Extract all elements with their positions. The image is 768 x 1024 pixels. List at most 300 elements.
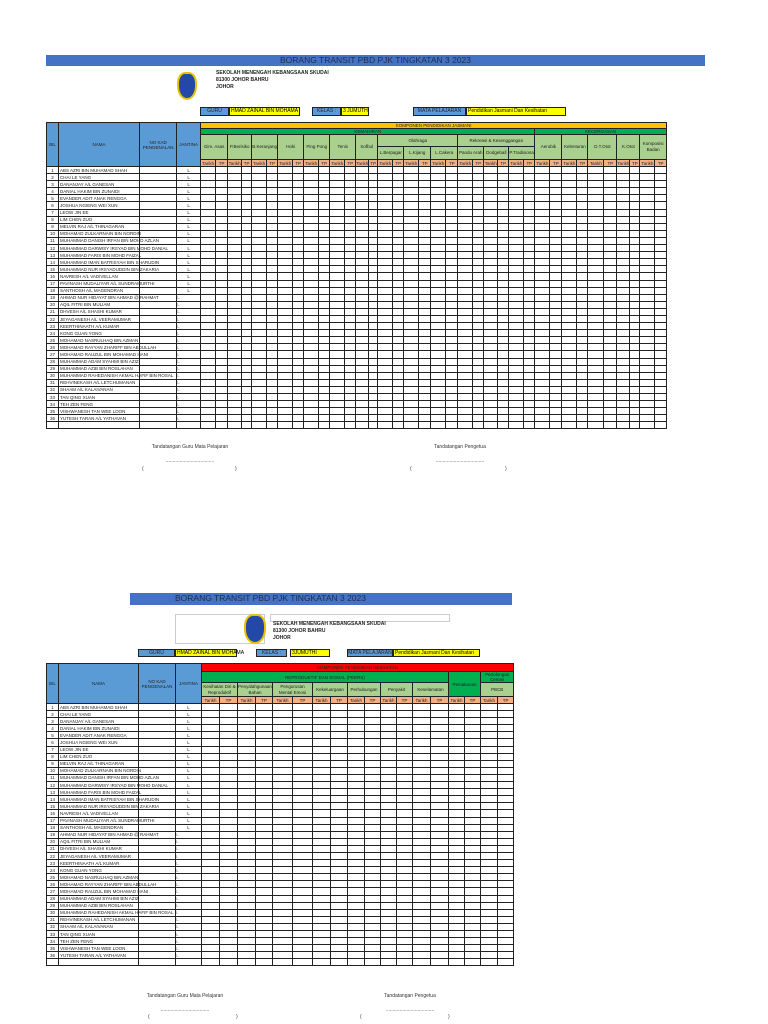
- date-cell[interactable]: [378, 209, 393, 216]
- date-cell[interactable]: [252, 330, 267, 337]
- tp-cell[interactable]: [365, 746, 381, 753]
- tp-cell[interactable]: [369, 358, 378, 365]
- date-cell[interactable]: [378, 202, 393, 209]
- tp-cell[interactable]: [331, 725, 348, 732]
- tp-cell[interactable]: [630, 259, 640, 266]
- date-cell[interactable]: [562, 408, 577, 415]
- date-cell[interactable]: [381, 874, 397, 881]
- date-cell[interactable]: [449, 952, 465, 959]
- tp-cell[interactable]: [267, 245, 278, 252]
- tp-cell[interactable]: [577, 372, 588, 379]
- date-cell[interactable]: [273, 931, 293, 938]
- tp-cell[interactable]: [655, 301, 667, 308]
- date-cell[interactable]: [348, 753, 365, 760]
- date-cell[interactable]: [588, 408, 604, 415]
- tp-cell[interactable]: [550, 315, 562, 322]
- date-cell[interactable]: [304, 379, 319, 386]
- tp-cell[interactable]: [393, 174, 404, 181]
- ic-number-cell[interactable]: [140, 216, 177, 223]
- date-cell[interactable]: [348, 860, 365, 867]
- date-cell[interactable]: [381, 888, 397, 895]
- date-cell[interactable]: [617, 386, 630, 393]
- date-cell[interactable]: [509, 415, 524, 422]
- tp-cell[interactable]: [393, 273, 404, 280]
- empty-cell[interactable]: [446, 422, 458, 429]
- tp-cell[interactable]: [498, 711, 514, 718]
- date-cell[interactable]: [640, 209, 655, 216]
- date-cell[interactable]: [535, 223, 550, 230]
- date-cell[interactable]: [413, 824, 431, 831]
- date-cell[interactable]: [431, 330, 446, 337]
- date-cell[interactable]: [484, 216, 498, 223]
- date-cell[interactable]: [252, 344, 267, 351]
- tp-cell[interactable]: [293, 195, 304, 202]
- tp-cell[interactable]: [345, 408, 356, 415]
- tp-cell[interactable]: [419, 337, 431, 344]
- date-cell[interactable]: [535, 259, 550, 266]
- tp-cell[interactable]: [345, 223, 356, 230]
- date-cell[interactable]: [458, 174, 473, 181]
- date-cell[interactable]: [381, 952, 397, 959]
- tp-cell[interactable]: [365, 874, 381, 881]
- date-cell[interactable]: [202, 767, 220, 774]
- tp-cell[interactable]: [550, 344, 562, 351]
- date-cell[interactable]: [640, 344, 655, 351]
- date-cell[interactable]: [484, 273, 498, 280]
- tp-cell[interactable]: [319, 358, 330, 365]
- date-cell[interactable]: [252, 386, 267, 393]
- tp-cell[interactable]: [293, 323, 304, 330]
- tp-cell[interactable]: [419, 266, 431, 273]
- date-cell[interactable]: [484, 195, 498, 202]
- date-cell[interactable]: [278, 372, 293, 379]
- date-cell[interactable]: [238, 852, 256, 859]
- tp-cell[interactable]: [256, 725, 273, 732]
- tp-cell[interactable]: [465, 739, 481, 746]
- tp-cell[interactable]: [216, 245, 228, 252]
- tp-cell[interactable]: [369, 401, 378, 408]
- date-cell[interactable]: [228, 209, 242, 216]
- date-cell[interactable]: [562, 174, 577, 181]
- tp-cell[interactable]: [319, 344, 330, 351]
- tp-cell[interactable]: [524, 237, 535, 244]
- date-cell[interactable]: [273, 895, 293, 902]
- date-cell[interactable]: [348, 725, 365, 732]
- date-cell[interactable]: [202, 895, 220, 902]
- date-cell[interactable]: [481, 810, 498, 817]
- tp-cell[interactable]: [431, 803, 449, 810]
- tp-cell[interactable]: [393, 394, 404, 401]
- date-cell[interactable]: [562, 237, 577, 244]
- empty-cell[interactable]: [273, 959, 293, 966]
- tp-cell[interactable]: [498, 803, 514, 810]
- date-cell[interactable]: [481, 774, 498, 781]
- tp-cell[interactable]: [630, 351, 640, 358]
- tp-cell[interactable]: [524, 415, 535, 422]
- date-cell[interactable]: [378, 330, 393, 337]
- tp-cell[interactable]: [397, 767, 413, 774]
- tp-cell[interactable]: [319, 252, 330, 259]
- date-cell[interactable]: [640, 259, 655, 266]
- date-cell[interactable]: [509, 230, 524, 237]
- date-cell[interactable]: [509, 408, 524, 415]
- date-cell[interactable]: [484, 252, 498, 259]
- date-cell[interactable]: [330, 351, 345, 358]
- date-cell[interactable]: [252, 202, 267, 209]
- date-cell[interactable]: [481, 824, 498, 831]
- date-cell[interactable]: [481, 867, 498, 874]
- ic-number-cell[interactable]: [139, 952, 176, 959]
- date-cell[interactable]: [304, 372, 319, 379]
- date-cell[interactable]: [378, 344, 393, 351]
- date-cell[interactable]: [228, 230, 242, 237]
- date-cell[interactable]: [378, 181, 393, 188]
- tp-cell[interactable]: [446, 266, 458, 273]
- tp-cell[interactable]: [655, 245, 667, 252]
- tp-cell[interactable]: [267, 344, 278, 351]
- date-cell[interactable]: [617, 401, 630, 408]
- tp-cell[interactable]: [293, 718, 313, 725]
- date-cell[interactable]: [588, 394, 604, 401]
- date-cell[interactable]: [252, 209, 267, 216]
- date-cell[interactable]: [617, 273, 630, 280]
- tp-cell[interactable]: [220, 931, 238, 938]
- date-cell[interactable]: [588, 266, 604, 273]
- tp-cell[interactable]: [498, 860, 514, 867]
- date-cell[interactable]: [449, 704, 465, 711]
- tp-cell[interactable]: [216, 372, 228, 379]
- date-cell[interactable]: [562, 323, 577, 330]
- tp-cell[interactable]: [550, 351, 562, 358]
- tp-cell[interactable]: [242, 202, 252, 209]
- tp-cell[interactable]: [524, 245, 535, 252]
- tp-cell[interactable]: [419, 223, 431, 230]
- date-cell[interactable]: [278, 365, 293, 372]
- tp-cell[interactable]: [577, 365, 588, 372]
- date-cell[interactable]: [238, 895, 256, 902]
- ic-number-cell[interactable]: [139, 760, 176, 767]
- date-cell[interactable]: [228, 259, 242, 266]
- date-cell[interactable]: [458, 195, 473, 202]
- tp-cell[interactable]: [431, 952, 449, 959]
- tp-cell[interactable]: [220, 774, 238, 781]
- date-cell[interactable]: [431, 287, 446, 294]
- tp-cell[interactable]: [369, 323, 378, 330]
- tp-cell[interactable]: [220, 874, 238, 881]
- date-cell[interactable]: [449, 888, 465, 895]
- date-cell[interactable]: [562, 372, 577, 379]
- date-cell[interactable]: [201, 266, 216, 273]
- empty-cell[interactable]: [404, 422, 419, 429]
- tp-cell[interactable]: [256, 746, 273, 753]
- tp-cell[interactable]: [242, 216, 252, 223]
- tp-cell[interactable]: [397, 760, 413, 767]
- tp-cell[interactable]: [655, 216, 667, 223]
- tp-cell[interactable]: [630, 273, 640, 280]
- date-cell[interactable]: [304, 337, 319, 344]
- tp-cell[interactable]: [419, 323, 431, 330]
- date-cell[interactable]: [252, 315, 267, 322]
- date-cell[interactable]: [228, 323, 242, 330]
- tp-cell[interactable]: [256, 704, 273, 711]
- date-cell[interactable]: [304, 167, 319, 174]
- date-cell[interactable]: [484, 379, 498, 386]
- tp-cell[interactable]: [256, 909, 273, 916]
- tp-cell[interactable]: [465, 725, 481, 732]
- tp-cell[interactable]: [397, 824, 413, 831]
- tp-cell[interactable]: [498, 401, 509, 408]
- date-cell[interactable]: [356, 181, 369, 188]
- date-cell[interactable]: [535, 372, 550, 379]
- ic-number-cell[interactable]: [140, 401, 177, 408]
- tp-cell[interactable]: [393, 230, 404, 237]
- tp-cell[interactable]: [345, 245, 356, 252]
- date-cell[interactable]: [381, 824, 397, 831]
- date-cell[interactable]: [535, 294, 550, 301]
- tp-cell[interactable]: [397, 909, 413, 916]
- tp-cell[interactable]: [630, 365, 640, 372]
- tp-cell[interactable]: [365, 767, 381, 774]
- date-cell[interactable]: [481, 945, 498, 952]
- ic-number-cell[interactable]: [140, 386, 177, 393]
- date-cell[interactable]: [378, 315, 393, 322]
- date-cell[interactable]: [458, 386, 473, 393]
- date-cell[interactable]: [431, 195, 446, 202]
- date-cell[interactable]: [458, 365, 473, 372]
- tp-cell[interactable]: [345, 252, 356, 259]
- tp-cell[interactable]: [293, 824, 313, 831]
- date-cell[interactable]: [348, 938, 365, 945]
- date-cell[interactable]: [356, 365, 369, 372]
- date-cell[interactable]: [356, 237, 369, 244]
- tp-cell[interactable]: [256, 831, 273, 838]
- tp-cell[interactable]: [216, 259, 228, 266]
- tp-cell[interactable]: [220, 789, 238, 796]
- tp-cell[interactable]: [369, 330, 378, 337]
- date-cell[interactable]: [252, 167, 267, 174]
- tp-cell[interactable]: [220, 718, 238, 725]
- date-cell[interactable]: [413, 782, 431, 789]
- date-cell[interactable]: [313, 789, 331, 796]
- tp-cell[interactable]: [369, 351, 378, 358]
- tp-cell[interactable]: [319, 415, 330, 422]
- tp-cell[interactable]: [419, 401, 431, 408]
- date-cell[interactable]: [273, 817, 293, 824]
- date-cell[interactable]: [238, 732, 256, 739]
- date-cell[interactable]: [202, 845, 220, 852]
- date-cell[interactable]: [484, 223, 498, 230]
- date-cell[interactable]: [378, 245, 393, 252]
- date-cell[interactable]: [481, 760, 498, 767]
- tp-cell[interactable]: [319, 372, 330, 379]
- date-cell[interactable]: [378, 358, 393, 365]
- tp-cell[interactable]: [498, 945, 514, 952]
- date-cell[interactable]: [252, 273, 267, 280]
- tp-cell[interactable]: [267, 223, 278, 230]
- date-cell[interactable]: [449, 739, 465, 746]
- tp-cell[interactable]: [550, 408, 562, 415]
- tp-cell[interactable]: [419, 308, 431, 315]
- tp-cell[interactable]: [319, 167, 330, 174]
- date-cell[interactable]: [449, 895, 465, 902]
- tp-cell[interactable]: [498, 358, 509, 365]
- date-cell[interactable]: [458, 301, 473, 308]
- tp-cell[interactable]: [630, 337, 640, 344]
- date-cell[interactable]: [449, 789, 465, 796]
- tp-cell[interactable]: [256, 902, 273, 909]
- date-cell[interactable]: [481, 881, 498, 888]
- tp-cell[interactable]: [293, 881, 313, 888]
- tp-cell[interactable]: [293, 379, 304, 386]
- date-cell[interactable]: [330, 202, 345, 209]
- tp-cell[interactable]: [319, 351, 330, 358]
- date-cell[interactable]: [313, 931, 331, 938]
- empty-cell[interactable]: [201, 422, 216, 429]
- date-cell[interactable]: [228, 266, 242, 273]
- tp-cell[interactable]: [393, 287, 404, 294]
- tp-cell[interactable]: [393, 415, 404, 422]
- tp-cell[interactable]: [331, 923, 348, 930]
- tp-cell[interactable]: [473, 237, 484, 244]
- tp-cell[interactable]: [550, 245, 562, 252]
- tp-cell[interactable]: [345, 195, 356, 202]
- date-cell[interactable]: [201, 209, 216, 216]
- date-cell[interactable]: [252, 401, 267, 408]
- date-cell[interactable]: [378, 266, 393, 273]
- empty-cell[interactable]: [577, 422, 588, 429]
- tp-cell[interactable]: [216, 379, 228, 386]
- tp-cell[interactable]: [465, 916, 481, 923]
- date-cell[interactable]: [413, 789, 431, 796]
- tp-cell[interactable]: [473, 315, 484, 322]
- tp-cell[interactable]: [293, 223, 304, 230]
- date-cell[interactable]: [202, 746, 220, 753]
- tp-cell[interactable]: [293, 181, 304, 188]
- date-cell[interactable]: [535, 401, 550, 408]
- date-cell[interactable]: [330, 181, 345, 188]
- date-cell[interactable]: [484, 181, 498, 188]
- tp-cell[interactable]: [473, 252, 484, 259]
- date-cell[interactable]: [201, 415, 216, 422]
- date-cell[interactable]: [617, 344, 630, 351]
- tp-cell[interactable]: [498, 753, 514, 760]
- tp-cell[interactable]: [498, 874, 514, 881]
- tp-cell[interactable]: [524, 315, 535, 322]
- tp-cell[interactable]: [393, 379, 404, 386]
- tp-cell[interactable]: [242, 245, 252, 252]
- tp-cell[interactable]: [331, 704, 348, 711]
- tp-cell[interactable]: [345, 358, 356, 365]
- date-cell[interactable]: [304, 344, 319, 351]
- tp-cell[interactable]: [267, 323, 278, 330]
- date-cell[interactable]: [238, 824, 256, 831]
- tp-cell[interactable]: [431, 725, 449, 732]
- date-cell[interactable]: [252, 245, 267, 252]
- tp-cell[interactable]: [397, 739, 413, 746]
- tp-cell[interactable]: [524, 209, 535, 216]
- date-cell[interactable]: [330, 415, 345, 422]
- tp-cell[interactable]: [397, 874, 413, 881]
- date-cell[interactable]: [252, 372, 267, 379]
- empty-cell[interactable]: [267, 422, 278, 429]
- tp-cell[interactable]: [242, 323, 252, 330]
- tp-cell[interactable]: [216, 223, 228, 230]
- tp-cell[interactable]: [473, 216, 484, 223]
- date-cell[interactable]: [617, 174, 630, 181]
- tp-cell[interactable]: [431, 704, 449, 711]
- ic-number-cell[interactable]: [139, 845, 176, 852]
- date-cell[interactable]: [509, 223, 524, 230]
- tp-cell[interactable]: [655, 209, 667, 216]
- tp-cell[interactable]: [331, 796, 348, 803]
- date-cell[interactable]: [228, 294, 242, 301]
- tp-cell[interactable]: [393, 365, 404, 372]
- tp-cell[interactable]: [498, 394, 509, 401]
- date-cell[interactable]: [535, 167, 550, 174]
- date-cell[interactable]: [617, 266, 630, 273]
- tp-cell[interactable]: [216, 401, 228, 408]
- date-cell[interactable]: [238, 931, 256, 938]
- date-cell[interactable]: [378, 308, 393, 315]
- tp-cell[interactable]: [498, 167, 509, 174]
- date-cell[interactable]: [228, 394, 242, 401]
- tp-cell[interactable]: [256, 803, 273, 810]
- date-cell[interactable]: [617, 167, 630, 174]
- date-cell[interactable]: [381, 867, 397, 874]
- tp-cell[interactable]: [242, 209, 252, 216]
- ic-number-cell[interactable]: [140, 188, 177, 195]
- tp-cell[interactable]: [256, 774, 273, 781]
- date-cell[interactable]: [431, 394, 446, 401]
- tp-cell[interactable]: [220, 796, 238, 803]
- tp-cell[interactable]: [431, 796, 449, 803]
- tp-cell[interactable]: [419, 351, 431, 358]
- tp-cell[interactable]: [369, 415, 378, 422]
- date-cell[interactable]: [617, 181, 630, 188]
- tp-cell[interactable]: [293, 838, 313, 845]
- tp-cell[interactable]: [345, 330, 356, 337]
- tp-cell[interactable]: [431, 945, 449, 952]
- tp-cell[interactable]: [498, 308, 509, 315]
- tp-cell[interactable]: [655, 401, 667, 408]
- ic-number-cell[interactable]: [140, 273, 177, 280]
- date-cell[interactable]: [356, 245, 369, 252]
- date-cell[interactable]: [458, 344, 473, 351]
- tp-cell[interactable]: [419, 294, 431, 301]
- tp-cell[interactable]: [498, 760, 514, 767]
- tp-cell[interactable]: [550, 259, 562, 266]
- tp-cell[interactable]: [393, 188, 404, 195]
- date-cell[interactable]: [273, 909, 293, 916]
- tp-cell[interactable]: [369, 202, 378, 209]
- date-cell[interactable]: [356, 167, 369, 174]
- date-cell[interactable]: [348, 767, 365, 774]
- date-cell[interactable]: [378, 323, 393, 330]
- date-cell[interactable]: [617, 315, 630, 322]
- date-cell[interactable]: [330, 337, 345, 344]
- tp-cell[interactable]: [419, 195, 431, 202]
- date-cell[interactable]: [252, 394, 267, 401]
- tp-cell[interactable]: [365, 718, 381, 725]
- date-cell[interactable]: [562, 252, 577, 259]
- date-cell[interactable]: [278, 394, 293, 401]
- tp-cell[interactable]: [655, 394, 667, 401]
- date-cell[interactable]: [562, 386, 577, 393]
- tp-cell[interactable]: [267, 280, 278, 287]
- tp-cell[interactable]: [524, 230, 535, 237]
- tp-cell[interactable]: [655, 330, 667, 337]
- date-cell[interactable]: [588, 379, 604, 386]
